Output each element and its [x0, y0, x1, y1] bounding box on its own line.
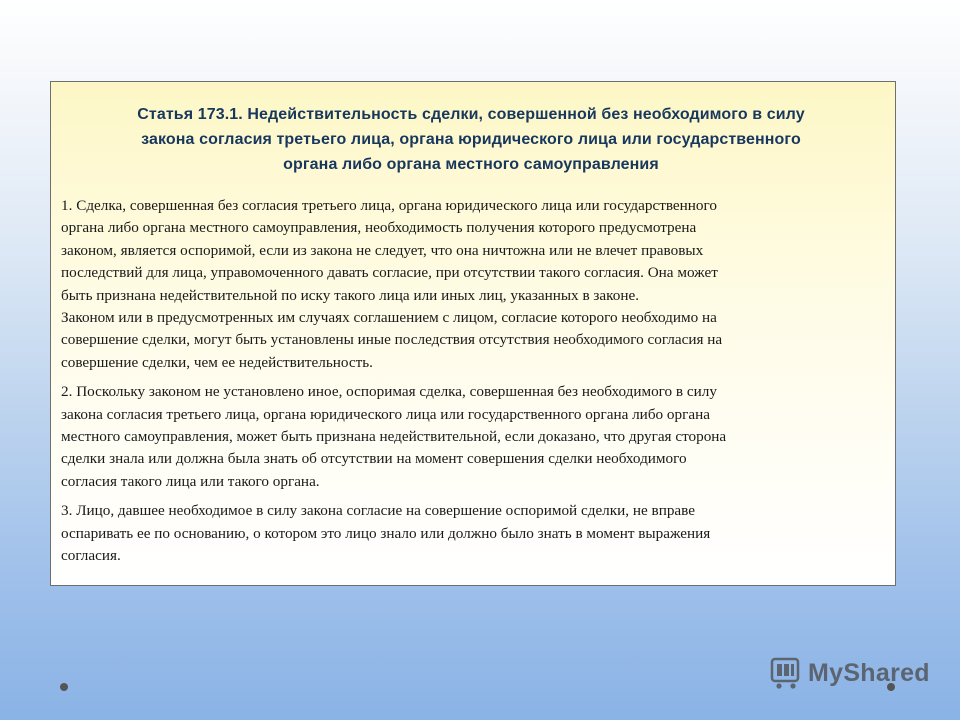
brand-name: MyShared	[808, 658, 930, 687]
text-line: Законом или в предусмотренных им случаях соглашением с лицом, согласие которого необходимо на	[61, 309, 717, 327]
paragraph-1	[61, 195, 881, 374]
text-line: совершение сделки, чем ее недействительность.	[61, 353, 373, 371]
brand-logo[interactable]	[768, 656, 930, 690]
shopping-cart-icon	[768, 656, 802, 690]
text-line: согласия такого лица или такого органа.	[61, 472, 320, 490]
text-line: 2. Поскольку законом не установлено иное, оспоримая сделка, совершенная без необходимого в силу	[61, 383, 717, 401]
title-line: закона согласия третьего лица, органа юридического лица или государственного	[141, 131, 801, 148]
article-card	[50, 81, 896, 586]
text-line: местного самоуправления, может быть признана недействительной, если доказано, что другая сторона	[61, 428, 727, 446]
text-line: совершение сделки, могут быть установлены иные последствия отсутствия необходимого согласия на	[61, 331, 723, 349]
title-line: органа либо органа местного самоуправления	[283, 156, 659, 173]
title-line: Статья 173.1. Недействительность сделки, совершенной без необходимого в силу	[137, 106, 805, 123]
text-line: законом, является оспоримой, если из закона не следует, что она ничтожна или не влечет правовых	[61, 241, 704, 259]
text-line: оспаривать ее по основанию, о котором это лицо знало или должно было знать в момент выражения	[61, 524, 711, 542]
text-line: органа либо органа местного самоуправления, необходимость получения которого предусмотрена	[61, 219, 697, 237]
paragraph-3	[61, 500, 881, 567]
text-line: 1. Сделка, совершенная без согласия третьего лица, органа юридического лица или государственного	[61, 197, 717, 214]
nav-dot-left	[60, 683, 68, 691]
text-line: быть признана недействительной по иску такого лица или иных лиц, указанных в законе.	[61, 286, 640, 304]
text-line: согласия.	[61, 547, 121, 565]
paragraph-2	[61, 381, 881, 493]
article-title	[61, 102, 881, 177]
text-line: сделки знала или должна была знать об отсутствии на момент совершения сделки необходимого	[61, 450, 687, 468]
text-line: 3. Лицо, давшее необходимое в силу закона согласие на совершение оспоримой сделки, не вправе	[61, 502, 695, 520]
text-line: последствий для лица, управомоченного давать согласие, при отсутствии такого согласия. Она может	[61, 264, 718, 282]
text-line: закона согласия третьего лица, органа юридического лица или государственного органа либо органа	[61, 405, 710, 423]
